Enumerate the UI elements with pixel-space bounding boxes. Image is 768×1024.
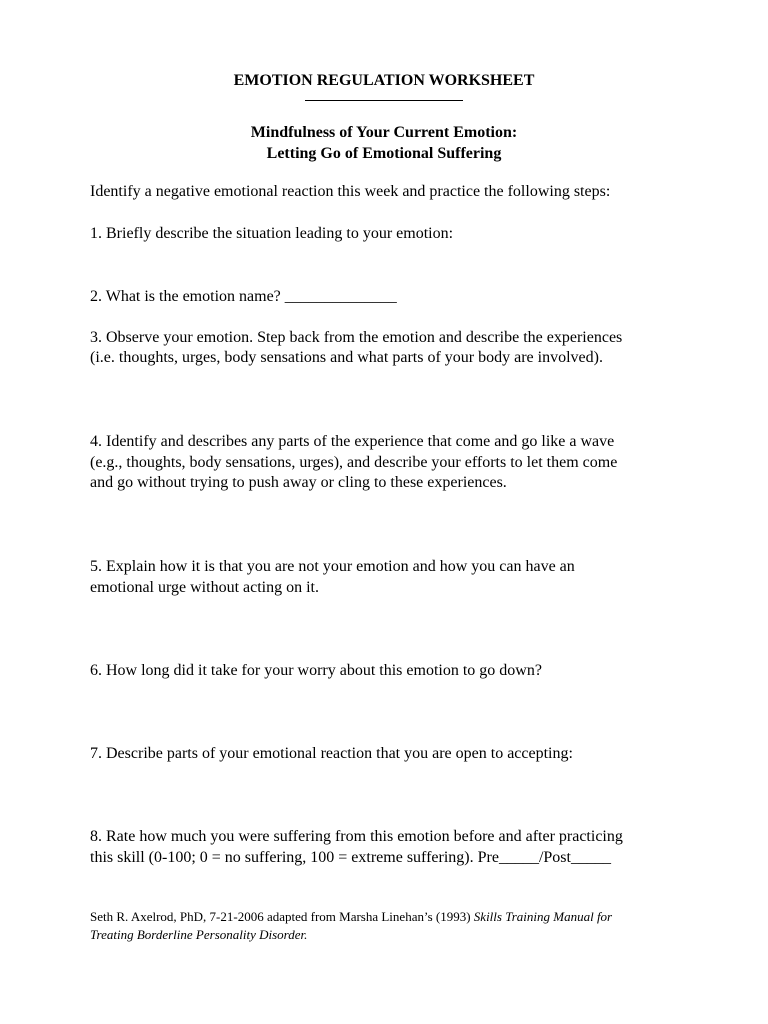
footer-book-title-part-2: Treating Borderline Personality Disorder. — [90, 927, 308, 942]
item-2-line-1: 2. What is the emotion name? ______________ — [90, 288, 397, 305]
item-4-line-2: (e.g., thoughts, body sensations, urges), and describe your efforts to let them come — [90, 454, 618, 471]
item-7-line-1: 7. Describe parts of your emotional reaction that you are open to accepting: — [90, 745, 573, 762]
item-4-line-3: and go without trying to push away or cling to these experiences. — [90, 474, 507, 491]
item-1-line-1: 1. Briefly describe the situation leading to your emotion: — [90, 225, 454, 242]
item-3-line-1: 3. Observe your emotion. Step back from the emotion and describe the experiences — [90, 329, 623, 346]
item-6-line-1: 6. How long did it take for your worry about this emotion to go down? — [90, 662, 542, 679]
item-5-line-1: 5. Explain how it is that you are not your emotion and how you can have an — [90, 558, 575, 575]
footer-book-title-part-1: Skills Training Manual for — [473, 909, 613, 924]
item-5-line-2: emotional urge without acting on it. — [90, 579, 319, 596]
page-title: EMOTION REGULATION WORKSHEET — [233, 72, 535, 89]
item-8-line-1: 8. Rate how much you were suffering from this emotion before and after practicing — [90, 828, 623, 845]
title-rule — [305, 100, 463, 101]
intro-text: Identify a negative emotional reaction this week and practice the following steps: — [90, 183, 611, 200]
item-3-line-2: (i.e. thoughts, urges, body sensations and what parts of your body are involved). — [90, 349, 603, 366]
item-4-line-1: 4. Identify and describes any parts of the experience that come and go like a wave — [90, 433, 615, 450]
subtitle-line-1: Mindfulness of Your Current Emotion: — [250, 124, 518, 141]
footer-line-1 — [90, 908, 612, 926]
subtitle-line-2: Letting Go of Emotional Suffering — [266, 145, 502, 162]
item-8-line-2: this skill (0-100; 0 = no suffering, 100 = extreme suffering). Pre_____/Post_____ — [90, 849, 611, 866]
footer-citation-text: Seth R. Axelrod, PhD, 7-21-2006 adapted from Marsha Linehan’s (1993) — [90, 909, 474, 924]
